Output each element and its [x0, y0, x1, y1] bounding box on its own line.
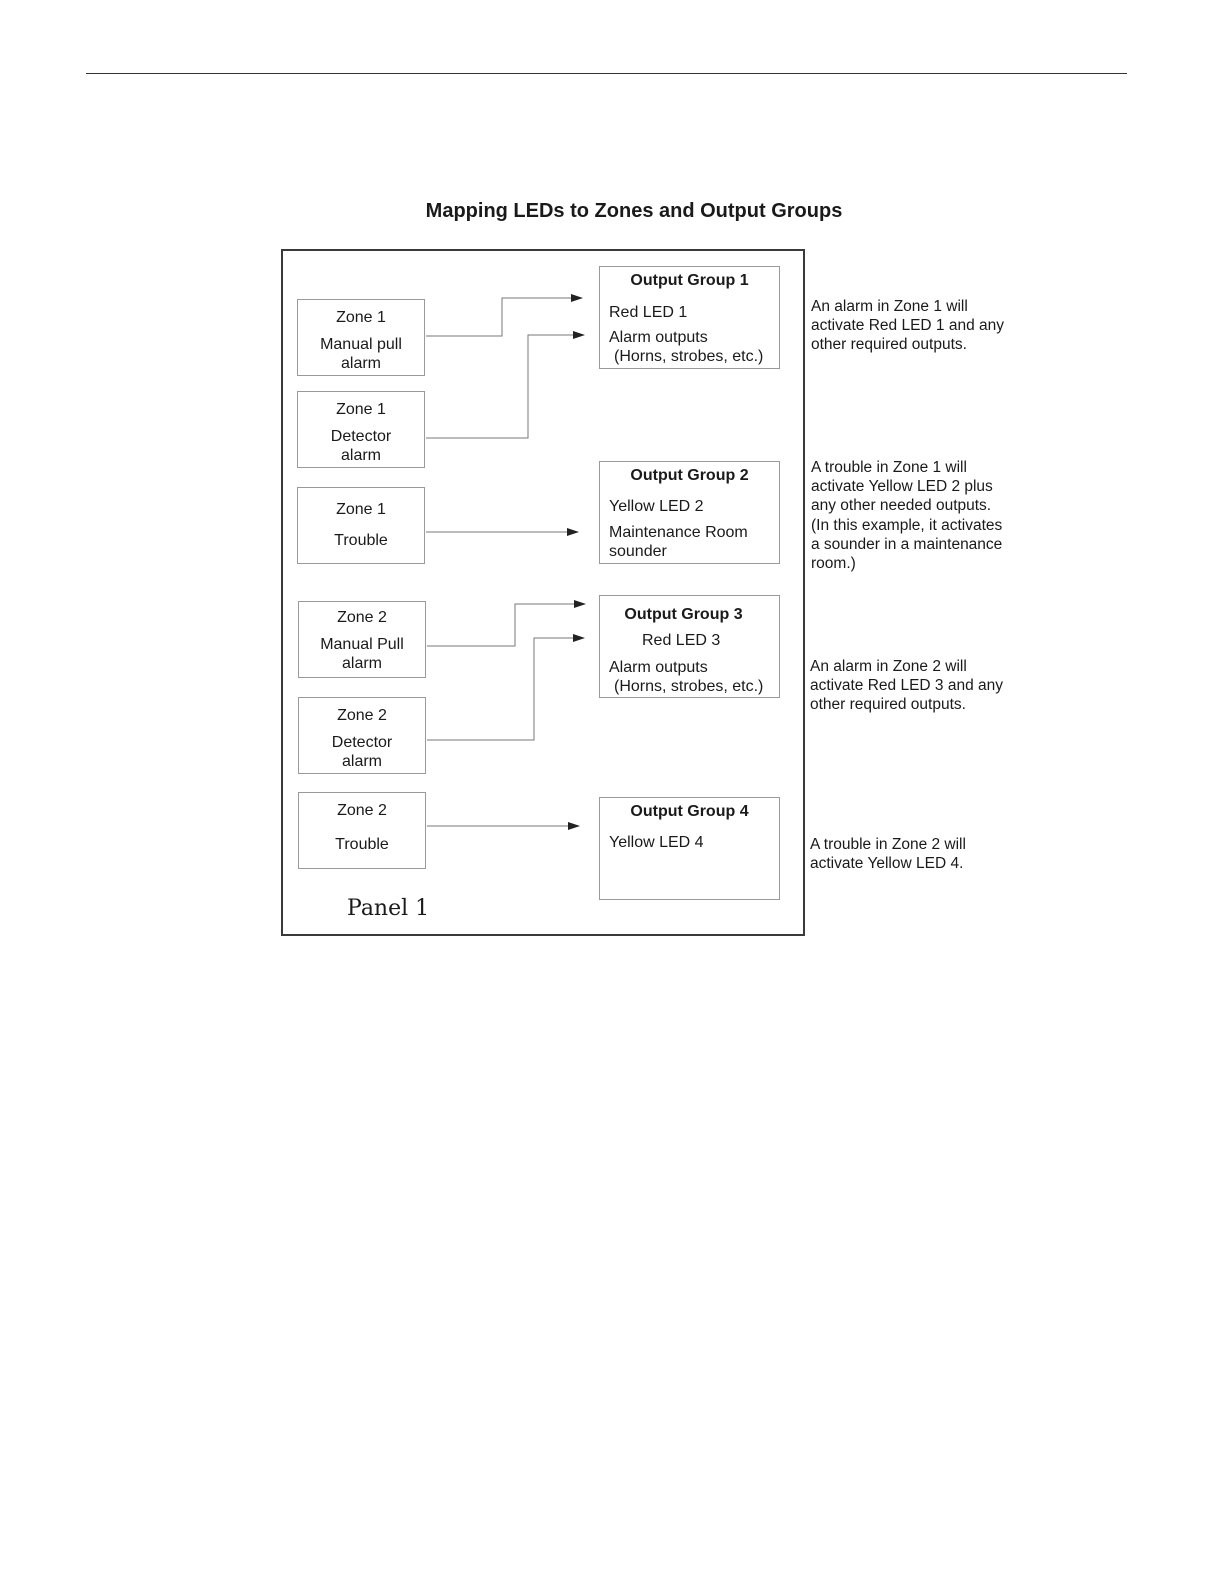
description-group-3 [810, 657, 1003, 715]
zone-event-type: alarm [341, 655, 382, 672]
output-detail-note: (Horns, strobes, etc.) [614, 348, 764, 365]
output-led: Yellow LED 2 [609, 498, 704, 515]
output-led: Yellow LED 4 [609, 834, 704, 851]
output-group-title: Output Group 3 [624, 606, 743, 623]
zone-name: Zone 2 [337, 707, 387, 724]
description-group-2 [811, 458, 1002, 573]
connector-zone1-pull-to-group1 [426, 298, 582, 336]
output-group-title: Output Group 4 [630, 803, 749, 820]
output-detail: Maintenance Room [609, 524, 748, 541]
output-detail-note: (Horns, strobes, etc.) [614, 678, 764, 695]
description-line: (In this example, it activates [811, 516, 1003, 534]
description-line: activate Yellow LED 2 plus [811, 478, 993, 496]
description-line: a sounder in a maintenance [811, 535, 1003, 553]
zone-event: Manual Pull [320, 636, 404, 653]
description-line: activate Red LED 1 and any [811, 317, 1005, 335]
output-detail: Alarm outputs [609, 659, 708, 676]
description-line: other required outputs. [811, 336, 967, 354]
description-line: A trouble in Zone 2 will [810, 836, 966, 853]
zone-event: Detector [330, 428, 392, 445]
output-group-title: Output Group 2 [630, 467, 749, 484]
description-line: other required outputs. [810, 696, 966, 714]
zone-name: Zone 1 [336, 501, 386, 518]
description-group-4 [810, 835, 966, 873]
description-line: A trouble in Zone 1 will [811, 459, 967, 476]
connector-zone1-detector-to-group1 [426, 335, 584, 438]
zone-event: Detector [331, 734, 393, 751]
zone-event: Trouble [334, 532, 388, 549]
output-led: Red LED 1 [609, 304, 688, 321]
description-group-1 [811, 297, 1004, 355]
connector-zone2-pull-to-group3 [427, 604, 585, 646]
output-group-title: Output Group 1 [630, 272, 749, 289]
description-line: room.) [811, 555, 856, 573]
zone-name: Zone 2 [337, 802, 387, 819]
zone-event-type: alarm [340, 447, 381, 464]
description-line: activate Red LED 3 and any [810, 677, 1004, 695]
zone-name: Zone 1 [336, 401, 386, 418]
output-detail: Alarm outputs [609, 329, 708, 346]
description-line: An alarm in Zone 2 will [810, 658, 967, 675]
zone-name: Zone 2 [337, 609, 387, 626]
diagram-title: Mapping LEDs to Zones and Output Groups [425, 200, 843, 222]
description-line: An alarm in Zone 1 will [811, 298, 968, 315]
description-line: activate Yellow LED 4. [810, 855, 964, 873]
zone-event: Trouble [335, 836, 389, 853]
zone-event: Manual pull [320, 336, 402, 353]
output-led: Red LED 3 [642, 632, 721, 649]
panel-label: Panel 1 [347, 896, 430, 921]
output-detail-note: sounder [609, 543, 667, 560]
zone-event-type: alarm [341, 753, 382, 770]
connector-zone2-detector-to-group3 [427, 638, 584, 740]
zone-event-type: alarm [340, 355, 381, 372]
zone-name: Zone 1 [336, 309, 386, 326]
description-line: any other needed outputs. [811, 497, 992, 515]
